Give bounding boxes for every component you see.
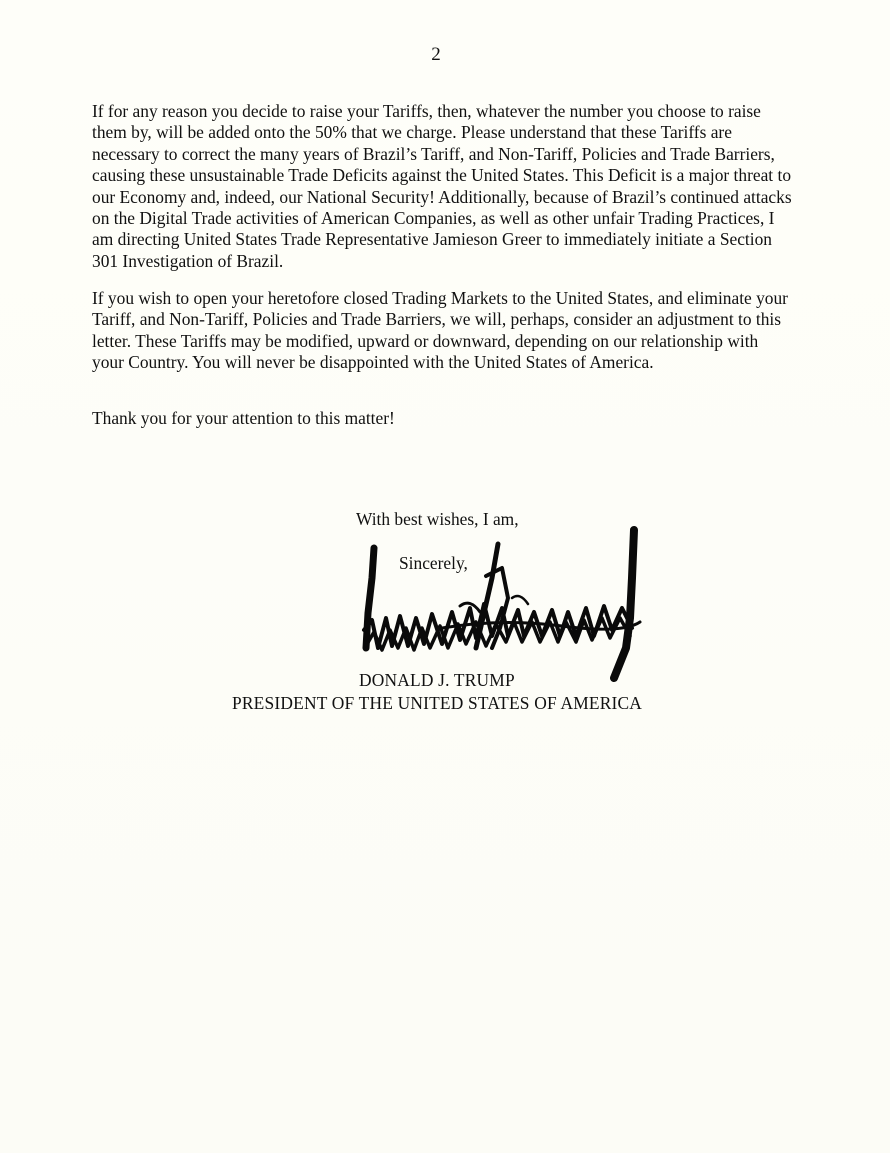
- body-paragraph: If you wish to open your heretofore closed Trading Markets to the United States, and eliminate your Tariff, and Non-Tariff, Policies and Trade Barriers, we will, perhaps, consider an adjustment to this letter. These Tariffs may be modified, upward or downward, depending on our relationship with your Country. You will never be disappointed with the United States of America.: [92, 288, 788, 373]
- body-paragraph: Thank you for your attention to this matter!: [92, 408, 395, 428]
- body-paragraph: If for any reason you decide to raise your Tariffs, then, whatever the number you choose to raise them by, will be added onto the 50% that we charge. Please understand that these Tariffs are necessary to correct the many years of Brazil’s Tariff, and Non-Tariff, Policies and Trade Barriers, causing these unsustainable Trade Deficits against the United States. This Deficit is a major threat to our Economy and, indeed, our National Security! Additionally, because of Brazil’s continued attacks on the Digital Trade activities of American Companies, as well as other unfair Trading Practices, I am directing United States Trade Representative Jamieson Greer to immediately initiate a Section 301 Investigation of Brazil.: [92, 101, 792, 271]
- signer-name: DONALD J. TRUMP: [359, 670, 515, 690]
- signer-title: PRESIDENT OF THE UNITED STATES OF AMERICA: [232, 693, 643, 713]
- sign-off: Sincerely,: [399, 553, 468, 573]
- closing-line: With best wishes, I am,: [356, 509, 519, 529]
- signature-image: [352, 518, 652, 688]
- page-number: 2: [431, 44, 441, 65]
